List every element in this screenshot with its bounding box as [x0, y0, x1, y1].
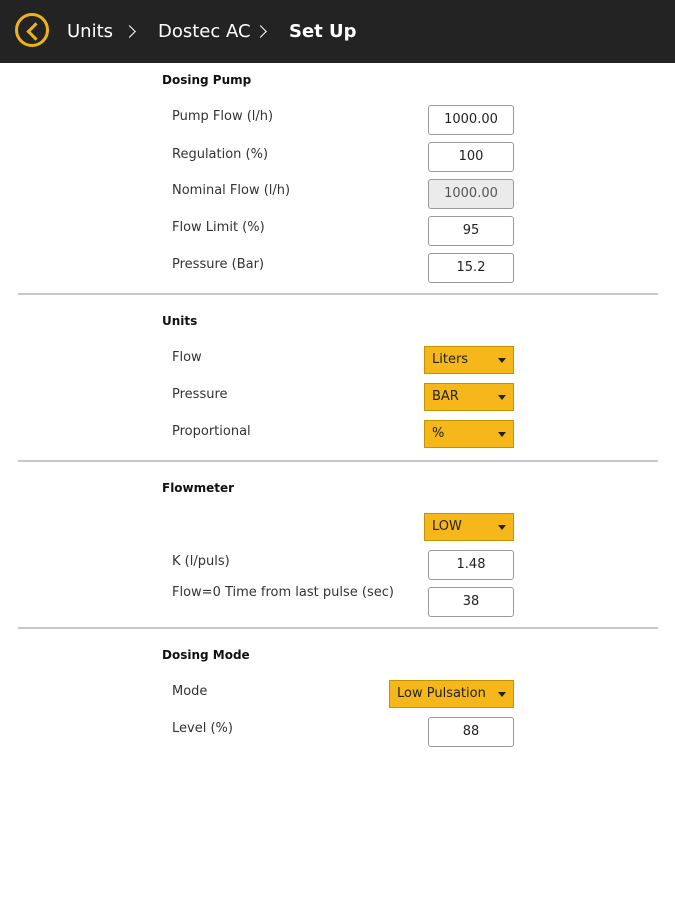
- flowmeter-type-value: LOW: [432, 519, 462, 534]
- pump-flow-input[interactable]: 1000.00: [428, 105, 514, 135]
- chevron-down-icon: [498, 432, 506, 437]
- top-bar: [0, 0, 675, 63]
- pressure-unit-label: Pressure: [172, 387, 228, 402]
- proportional-unit-value: %: [432, 426, 445, 441]
- section-divider: [18, 293, 658, 295]
- pressure-unit-select[interactable]: [424, 383, 514, 411]
- section-title-dosing-mode: Dosing Mode: [162, 648, 250, 662]
- proportional-unit-label: Proportional: [172, 424, 251, 439]
- mode-select[interactable]: [389, 680, 514, 708]
- flow-limit-label: Flow Limit (%): [172, 220, 265, 235]
- flow-unit-select[interactable]: [424, 346, 514, 374]
- section-title-units: Units: [162, 314, 198, 328]
- level-label: Level (%): [172, 721, 233, 736]
- regulation-input[interactable]: 100: [428, 142, 514, 172]
- flowmeter-type-select[interactable]: [424, 513, 514, 541]
- k-factor-input[interactable]: 1.48: [428, 550, 514, 580]
- chevron-down-icon: [498, 525, 506, 530]
- flow-unit-value: Liters: [432, 352, 469, 367]
- flow-zero-time-label: Flow=0 Time from last pulse (sec): [172, 585, 394, 600]
- chevron-down-icon: [498, 692, 506, 697]
- breadcrumb-set-up: Set Up: [289, 21, 357, 42]
- pressure-bar-label: Pressure (Bar): [172, 257, 265, 272]
- breadcrumb-dostec-ac[interactable]: Dostec AC: [158, 21, 251, 42]
- k-factor-label: K (l/puls): [172, 554, 230, 569]
- chevron-left-icon: [26, 22, 44, 40]
- mode-label: Mode: [172, 684, 208, 699]
- level-input[interactable]: 88: [428, 717, 514, 747]
- pressure-unit-value: BAR: [432, 389, 459, 404]
- flow-limit-input[interactable]: 95: [428, 216, 514, 246]
- chevron-down-icon: [498, 395, 506, 400]
- breadcrumb-units[interactable]: Units: [67, 21, 114, 42]
- section-title-dosing-pump: Dosing Pump: [162, 73, 252, 87]
- section-divider: [18, 460, 658, 462]
- chevron-right-icon: [123, 25, 136, 38]
- pump-flow-label: Pump Flow (l/h): [172, 109, 274, 124]
- proportional-unit-select[interactable]: [424, 420, 514, 448]
- nominal-flow-label: Nominal Flow (l/h): [172, 183, 291, 198]
- section-title-flowmeter: Flowmeter: [162, 481, 235, 495]
- regulation-label: Regulation (%): [172, 147, 269, 162]
- flow-unit-label: Flow: [172, 350, 202, 365]
- back-button[interactable]: [15, 13, 49, 47]
- chevron-right-icon: [254, 25, 267, 38]
- pressure-bar-input[interactable]: 15.2: [428, 253, 514, 283]
- nominal-flow-input: 1000.00: [428, 179, 514, 209]
- chevron-down-icon: [498, 358, 506, 363]
- mode-value: Low Pulsation: [397, 686, 486, 701]
- flow-zero-time-input[interactable]: 38: [428, 587, 514, 617]
- section-divider: [18, 627, 658, 629]
